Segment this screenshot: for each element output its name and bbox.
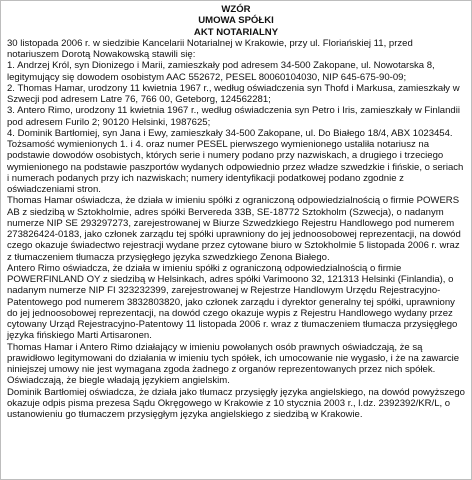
document-heading-wzor: WZÓR [221, 4, 251, 15]
document-heading-akt-notarialny: AKT NOTARIALNY [193, 26, 279, 38]
paragraph-translator-statement: Dominik Bartłomiej oświadcza, że działa jako tłumacz przysięgły języka angielskiego, na dowód powyższego okazuje odpis pisma prezesa Sądu Okręgowego w Krakowie z 10 stycznia 2003 r., l.dz. 2392392/KR/L, o ustanowieniu go tłumaczem przysięgłym języka angielskiego z siedzibą w Krakowie. [7, 386, 465, 420]
paragraph-rimo-statement: Antero Rimo oświadcza, że działa w imieniu spółki z ograniczoną odpowiedzialnością o firmie POWERFINLAND OY z siedzibą w Helsinkach, adres spółki Varimoono 32, 121313 Helsinki (Finlandia), o nadanym numerze NIP FI 323232399, zarejestrowanej w Rejestrze Handlowym Urzędu Rejestracyjno-Patentowego pod numerem 3832803820, jako członek zarządu i dyrektor generalny tej spółki, uprawniony do jej jednoosobowej reprezentacji, na dowód czego okazuje wypis z Rejestru Handlowego wydany przez cytowany Urząd Rejestracyjno-Patentowy 11 listopada 2006 r. wraz z tłumaczeniem tłumacza przysięgłego języka fińskiego Marti Artisaronen. [7, 262, 458, 342]
document-heading-umowa-spolki: UMOWA SPÓŁKI [198, 15, 274, 27]
paragraph-party-4: 4. Dominik Bartłomiej, syn Jana i Ewy, zamieszkały 34-500 Zakopane, ul. Do Białego 18/4, ABX 1023454. [7, 127, 453, 139]
paragraph-party-2: 2. Thomas Hamar, urodzony 11 kwietnia 1967 r., według oświadczenia syn Thofd i Markusa, zamieszkały w Szwecji pod adresem Latre 76, 766 00, Geteborg, 124562281; [7, 82, 460, 105]
paragraph-hamar-statement: Thomas Hamar oświadcza, że działa w imieniu spółki z ograniczoną odpowiedzialnością o firmie POWERS AB z siedzibą w Sztokholmie, adres spółki Bervereda 33B, SE-18772 Sztokholm (Szwecja), o nadanym numerze NIP SE 293297273, zarejestrowanej w Biurze Szwedzkiego Rejestru Handlowego pod numerem 273826424-0183, jako członek zarządu tej spółki uprawniony do jej jednoosobowej reprezentacji, na dowód czego okazuje świadectwo rejestracji wydane przez cytowane biuro w Sztokholmie 5 listopada 2006 r. wraz z tłumaczeniem tłumacza przysięgłego języka szwedzkiego Zenona Białego. [7, 195, 461, 263]
paragraph-joint-statement: Thomas Hamar i Antero Rimo działający w imieniu powołanych osób prawnych oświadczają, że są prawidłowo legitymowani do działania w imieniu tych spółek, ich umocowanie nie wygasło, i że na zawarcie niniejszej umowy nie jest wymagana zgoda żadnego z organów reprezentowanych przez nich spółek. Oświadczają, że biegle władają językiem angielskim. [7, 341, 460, 387]
paragraph-identity: Tożsamość wymienionych 1. i 4. oraz numer PESEL pierwszego wymienionego ustaliła notariusz na podstawie dowodów osobistych, których serie i numery podano przy nazwiskach, a drugiego i trzeciego wymienionego na podstawie paszportów wydanych odpowiednio przez władze szwedzkie i fińskie, o seriach i numerach podanych przy ich nazwiskach; numery identyfikacji podatkowej podano zgodnie z oświadczeniami stron. [7, 139, 464, 195]
paragraph-party-1: 1. Andrzej Król, syn Dionizego i Marii, zamieszkały pod adresem 34-500 Zakopane, ul. Nowotarska 8, legitymujący się dowodem osobistym AAC 552672, PESEL 80060104030, NIP 645-675-90-09; [7, 60, 435, 83]
paragraph-party-3: 3. Antero Rimo, urodzony 11 kwietnia 1967 r., według oświadczenia syn Petro i Iris, zamieszkały w Finlandii pod adresem Furilo 2; 90120 Helsinki, 1987625; [7, 105, 460, 128]
paragraph-intro: 30 listopada 2006 r. w siedzibie Kancelarii Notarialnej w Krakowie, przy ul. Floriańskiej 11, przed notariuszem Dorotą Nowakowską stawili się: [7, 37, 413, 60]
